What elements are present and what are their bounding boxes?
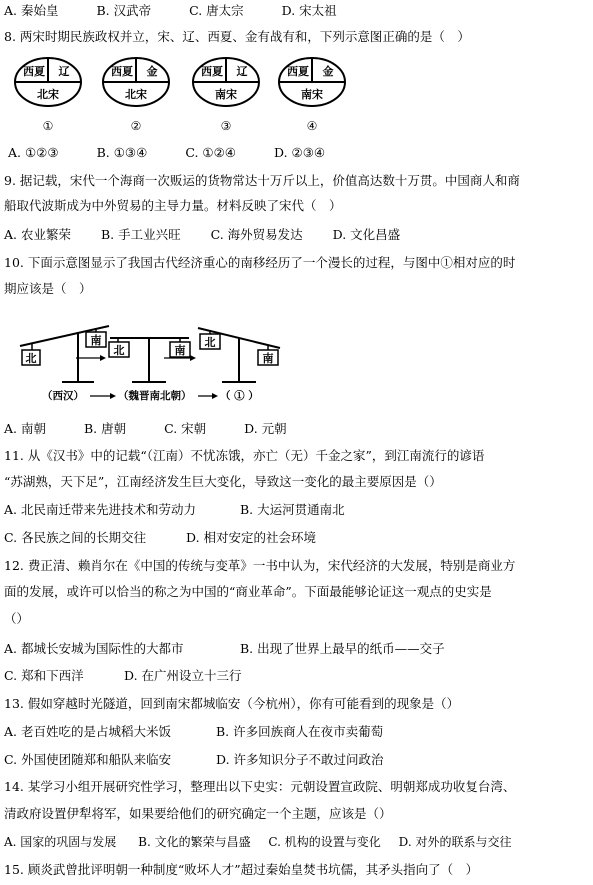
q12-stem-line2: 面的发展，或许可以恰当的称之为中国的“商业革命”。下面最能够论证这一观点的史实是	[4, 584, 492, 599]
q13-options-row2	[4, 751, 384, 769]
balance-weijin	[109, 338, 190, 382]
option-a: A. 秦始皇	[4, 3, 59, 18]
option-c: C. 唐太宗	[189, 3, 244, 18]
region-top-left: 西夏	[111, 65, 133, 78]
diagram-number: ④	[306, 119, 318, 133]
q10-stem-line2: 期应该是（ ）	[4, 281, 92, 296]
q14-options	[4, 833, 511, 851]
option-c: C. 各民族之间的长期交往	[4, 530, 147, 545]
circle-diagram-2	[103, 58, 169, 133]
balance-xihan	[20, 326, 109, 382]
option-b: B. 许多回族商人在夜市卖葡萄	[216, 724, 384, 739]
q12-stem-line3: （）	[4, 611, 30, 626]
diagram-number: ③	[220, 119, 232, 133]
option-a: A. 北民南迁带来先进技术和劳动力	[4, 502, 196, 517]
option-a: A. 农业繁荣	[4, 227, 71, 242]
north-label: 北	[25, 352, 37, 365]
south-label: 南	[174, 344, 186, 357]
region-top-left: 西夏	[23, 65, 45, 78]
option-d: D. 在广州设立十三行	[124, 668, 242, 683]
q7-options	[4, 2, 371, 20]
circle-diagram-1	[15, 58, 81, 133]
option-b: B. 手工业兴旺	[100, 227, 181, 242]
q11-stem-line1: 11. 从《汉书》中的记载“（江南）不忧冻饿，亦亡（无）千金之家”，到江南流行的谚语	[4, 448, 485, 463]
option-d: D. 元朝	[244, 421, 287, 436]
q13-stem: 13. 假如穿越时光隧道，回到南宋都城临安（今杭州），你有可能看到的现象是（）	[4, 696, 460, 711]
region-bottom: 南宋	[215, 88, 237, 101]
option-b: B. 汉武帝	[96, 3, 152, 18]
region-top-right: 辽	[58, 65, 70, 78]
q12-options-row2	[4, 667, 242, 685]
region-top-right: 金	[146, 65, 158, 78]
option-c: C. 宋朝	[164, 421, 207, 436]
q12-stem-line1: 12. 费正清、赖肖尔在《中国的传统与变革》一书中认为，宋代经济的大发展，特别是商业方	[4, 558, 516, 573]
option-d: D. 文化昌盛	[332, 227, 401, 242]
period-xihan: （西汉）	[42, 390, 84, 402]
option-d: D. 许多知识分子不敢过问政治	[216, 752, 384, 767]
q10-options	[4, 420, 321, 438]
q15-stem: 15. 顾炎武曾批评明朝一种制度“败坏人才”超过秦始皇焚书坑儒，其矛头指向了（ ）	[4, 862, 479, 877]
region-bottom: 北宋	[125, 88, 147, 101]
q10-stem-line1: 10. 下面示意图显示了我国古代经济重心的南移经历了一个漫长的过程，与图中①相对应的时	[4, 255, 516, 270]
q14-stem-line2: 清政府设置伊犁将军，如果要给他们的研究确定一个主题，应该是（）	[4, 806, 392, 821]
option-c: C. ①②④	[185, 145, 237, 160]
option-b: B. 出现了世界上最早的纸币——交子	[240, 641, 445, 656]
q9-options	[4, 226, 426, 244]
q11-options-row2	[4, 529, 317, 547]
q9-stem-line2: 船取代波斯成为中外贸易的主导力量。材料反映了宋代（ ）	[4, 198, 342, 213]
q9-stem-line1: 9. 据记载，宋代一个海商一次贩运的货物常达十万斤以上，价值高达数十万贯。中国商人和商	[4, 173, 520, 188]
period-unknown: （ ① ）	[220, 390, 259, 402]
option-a: A. 老百姓吃的是占城稻大米饭	[4, 724, 171, 739]
option-b: B. 大运河贯通南北	[240, 502, 345, 517]
q12-options-row1	[4, 640, 445, 658]
option-b: B. ①③④	[96, 145, 148, 160]
option-a: A. 国家的巩固与发展	[4, 835, 117, 849]
region-bottom: 南宋	[301, 88, 323, 101]
region-top-right: 辽	[236, 65, 248, 78]
option-a: A. 南朝	[4, 421, 46, 436]
option-c: C. 外国使团随郑和船队来临安	[4, 752, 172, 767]
economic-center-balance-diagram	[14, 310, 284, 406]
diagram-number: ②	[130, 119, 142, 133]
q8-options	[8, 144, 359, 162]
circle-diagram-4	[279, 58, 345, 133]
option-d: D. 相对安定的社会环境	[186, 530, 317, 545]
circle-diagram-3	[193, 58, 259, 133]
north-label: 北	[113, 344, 125, 357]
region-top-right: 金	[322, 65, 334, 78]
period-weijin: （魏晋南北朝）	[118, 390, 192, 402]
q11-stem-line2: “苏湖熟，天下足”，江南经济发生巨大变化，导致这一变化的最主要原因是（）	[4, 474, 442, 489]
balance-unknown	[198, 328, 280, 382]
q13-options-row1	[4, 723, 384, 741]
option-d: D. ②③④	[274, 145, 326, 160]
option-a: A. ①②③	[8, 145, 59, 160]
option-d: D. 宋太祖	[281, 3, 337, 18]
south-label: 南	[262, 352, 274, 365]
q8-circle-diagrams	[4, 54, 364, 136]
north-label: 北	[204, 336, 216, 349]
region-top-left: 西夏	[287, 65, 309, 78]
q14-stem-line1: 14. 某学习小组开展研究性学习，整理出以下史实：元朝设置宣政院、明朝郑成功收复台湾、	[4, 779, 516, 794]
q8-stem: 8. 两宋时期民族政权并立，宋、辽、西夏、金有战有和，下列示意图正确的是（ ）	[4, 29, 470, 44]
option-c: C. 海外贸易发达	[210, 227, 303, 242]
option-c: C. 郑和下西洋	[4, 668, 84, 683]
region-bottom: 北宋	[37, 88, 59, 101]
south-label: 南	[90, 334, 102, 347]
option-c: C. 机构的设置与变化	[268, 835, 381, 849]
diagram-number: ①	[42, 119, 54, 133]
option-d: D. 对外的联系与交往	[398, 835, 512, 849]
option-a: A. 都城长安城为国际性的大都市	[4, 641, 184, 656]
option-b: B. 文化的繁荣与昌盛	[138, 835, 251, 849]
option-b: B. 唐朝	[83, 421, 127, 436]
q11-options-row1	[4, 501, 345, 519]
region-top-left: 西夏	[201, 65, 223, 78]
